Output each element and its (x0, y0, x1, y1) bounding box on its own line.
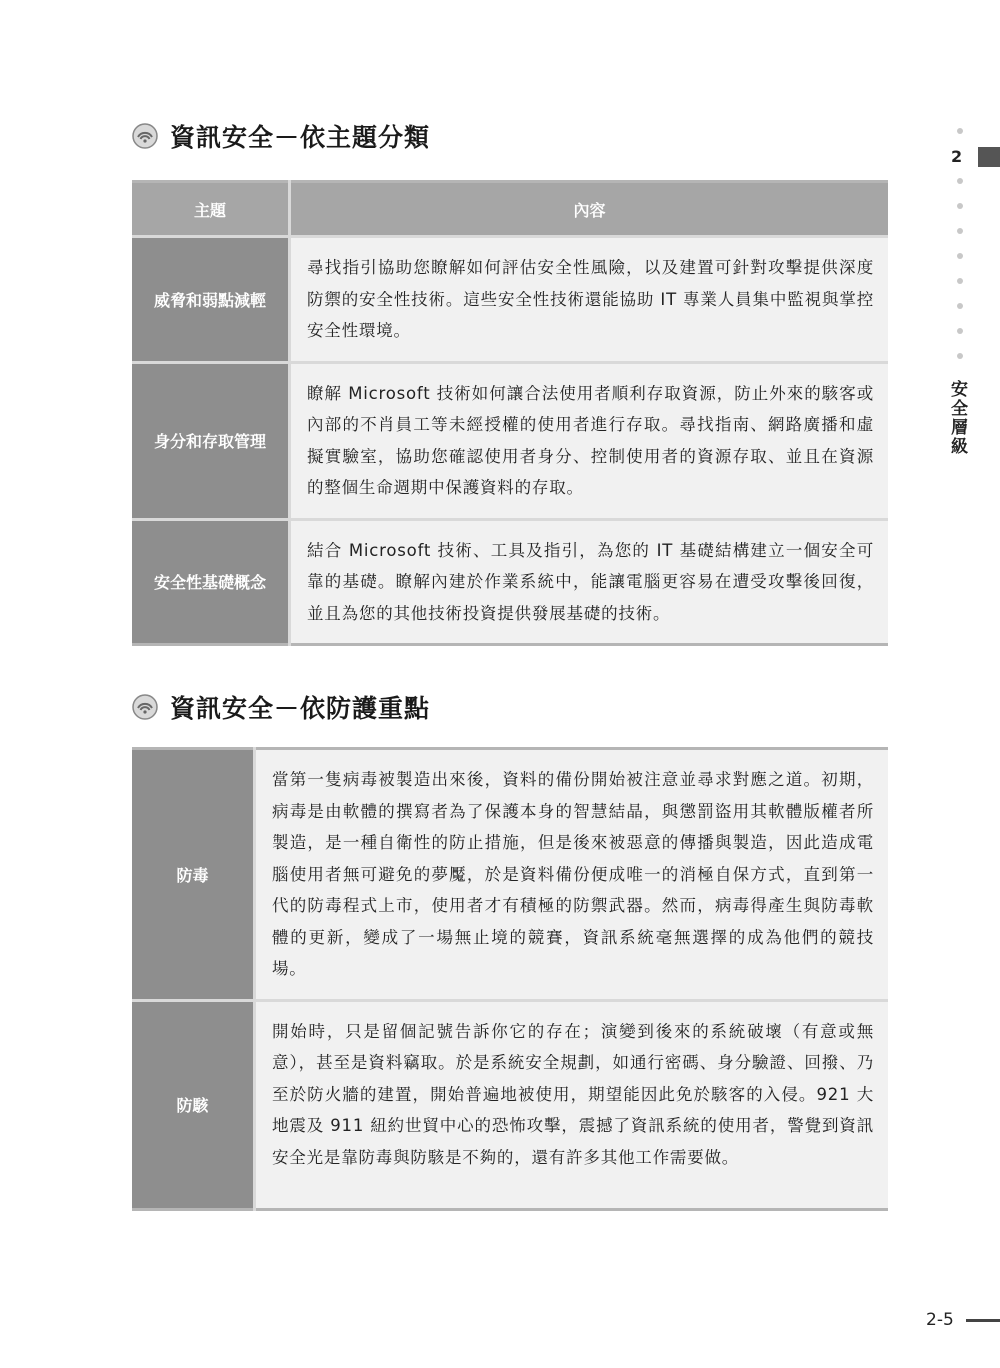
nav-dot (957, 253, 963, 259)
chapter-number: 2 (951, 147, 963, 166)
protection-table (132, 747, 888, 1211)
row-topic: 安全性基礎概念 (132, 519, 290, 645)
nav-dot (957, 303, 963, 309)
nav-dot (957, 203, 963, 209)
table-row (132, 237, 888, 363)
table-row (132, 749, 888, 1001)
table-row (132, 362, 888, 519)
chapter-title: 安全層級 (947, 380, 967, 456)
section2-heading (132, 689, 430, 725)
section1-title: 資訊安全－依主題分類 (170, 123, 431, 152)
table-row (132, 519, 888, 645)
header-topic: 主題 (132, 182, 290, 237)
nav-dot (957, 228, 963, 234)
nav-dot (957, 353, 963, 359)
row-topic: 防駭 (132, 1000, 255, 1209)
nav-dot (957, 128, 963, 134)
table-header-row (132, 182, 888, 237)
row-topic: 威脅和弱點減輕 (132, 237, 290, 363)
page-number: 2-5 (926, 1310, 954, 1330)
header-content: 內容 (290, 182, 889, 237)
row-content: 尋找指引協助您瞭解如何評估安全性風險，以及建置可針對攻擊提供深度防禦的安全性技術。這些安全性技術還能協助 IT 專業人員集中監視與掌控安全性環境。 (290, 237, 889, 363)
page-number-rule (966, 1319, 1000, 1322)
wifi-badge-icon (132, 694, 158, 720)
row-content: 結合 Microsoft 技術、工具及指引，為您的 IT 基礎結構建立一個安全可靠的基礎。瞭解內建於作業系統中，能讓電腦更容易在遭受攻擊後回復，並且為您的其他技術投資提供發展基礎的技術。 (290, 519, 889, 645)
row-content: 當第一隻病毒被製造出來後，資料的備份開始被注意並尋求對應之道。初期，病毒是由軟體的撰寫者為了保護本身的智慧結晶，與懲罰盜用其軟體版權者所製造，是一種自衛性的防止措施，但是後來被惡意的傳播與製造，因此造成電腦使用者無可避免的夢魘，於是資料備份便成唯一的消極自保方式，直到第一代的防毒程式上市，使用者才有積極的防禦武器。然而，病毒得產生與防毒軟體的更新，變成了一場無止境的競賽，資訊系統毫無選擇的成為他們的競技場。 (255, 749, 889, 1001)
row-content: 瞭解 Microsoft 技術如何讓合法使用者順利存取資源，防止外來的駭客或內部的不肖員工等未經授權的使用者進行存取。尋找指南、網路廣播和虛擬實驗室，協助您確認使用者身分、控制使用者的資源存取、並且在資源的整個生命週期中保護資料的存取。 (290, 362, 889, 519)
table-row (132, 1000, 888, 1209)
nav-dot (957, 178, 963, 184)
nav-dot (957, 328, 963, 334)
row-topic: 防毒 (132, 749, 255, 1001)
chapter-marker (978, 147, 1000, 167)
nav-dot (957, 278, 963, 284)
topic-table (132, 180, 888, 646)
row-content: 開始時，只是留個記號告訴你它的存在；演變到後來的系統破壞（有意或無意），甚至是資料竊取。於是系統安全規劃，如通行密碼、身分驗證、回撥、乃至於防火牆的建置，開始普遍地被使用，期望能因此免於駭客的入侵。921 大地震及 911 紐約世貿中心的恐怖攻擊，震撼了資訊系統的使用者，警覺到資訊安全光是靠防毒與防駭是不夠的，還有許多其他工作需要做。 (255, 1000, 889, 1209)
row-topic: 身分和存取管理 (132, 362, 290, 519)
section2-title: 資訊安全－依防護重點 (170, 694, 431, 723)
section1-heading (132, 118, 430, 154)
wifi-badge-icon (132, 123, 158, 149)
